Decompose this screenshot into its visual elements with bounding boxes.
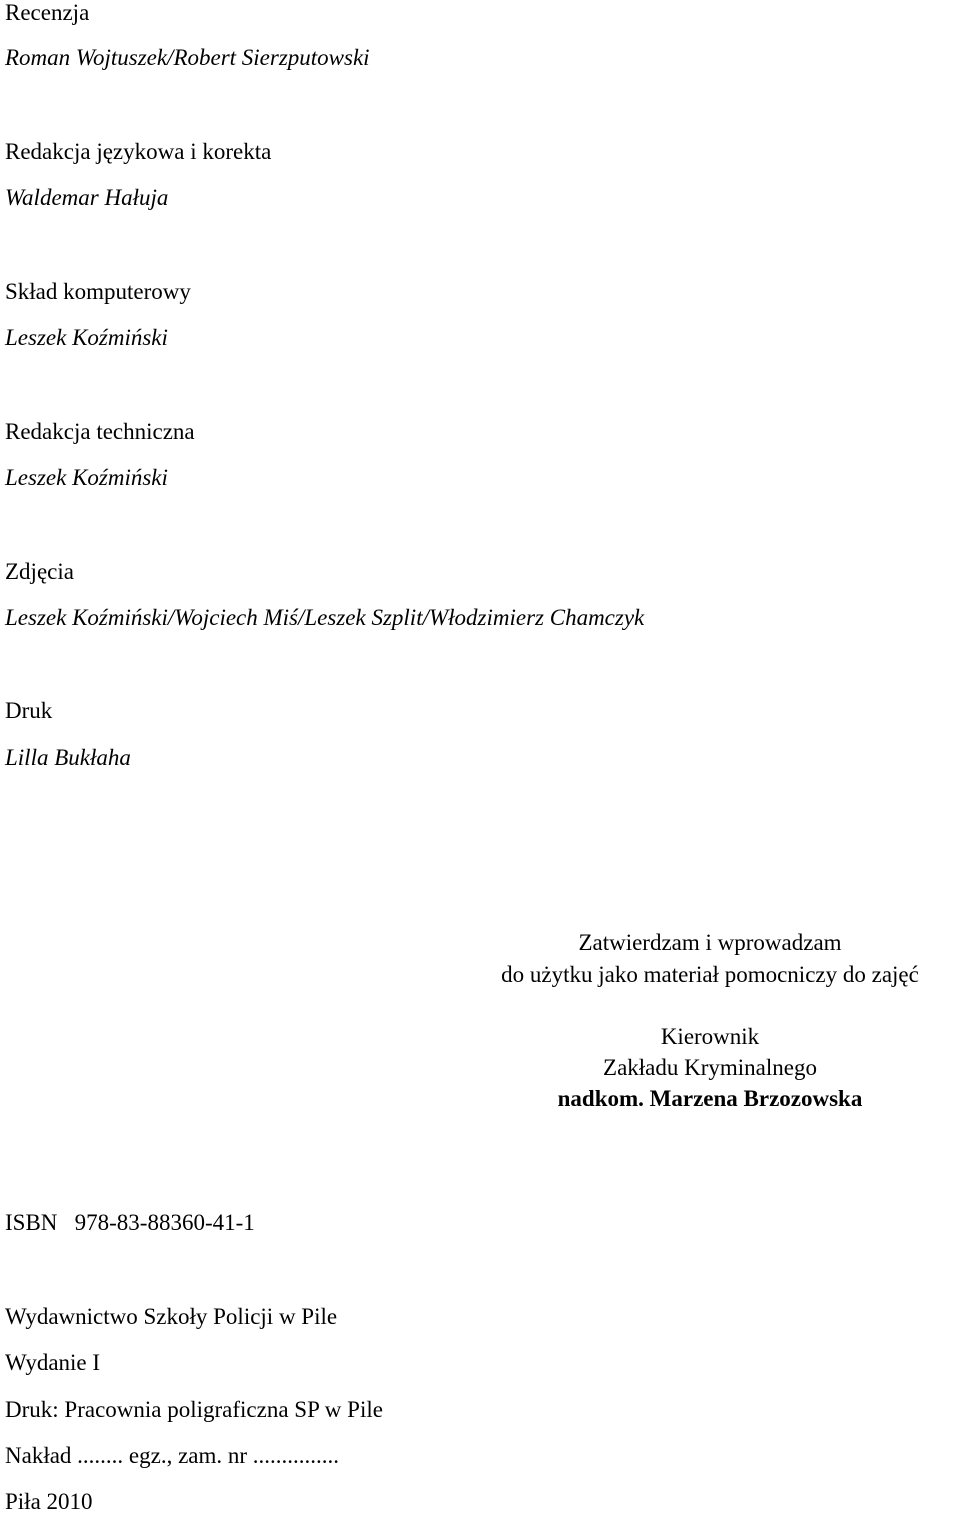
credit-role-language-editing: Redakcja językowa i korekta (5, 139, 272, 164)
imprint-printing: Druk: Pracownia poligraficzna SP w Pile (5, 1397, 383, 1422)
credit-names-typesetting: Leszek Koźmiński (5, 325, 168, 350)
credit-role-typesetting: Skład komputerowy (5, 279, 191, 304)
credit-role-review: Recenzja (5, 0, 90, 25)
imprint-run: Nakład ........ egz., zam. nr ............... (5, 1443, 340, 1468)
credit-names-review: Roman Wojtuszek/Robert Sierzputowski (5, 45, 370, 70)
imprint-place-year: Piła 2010 (5, 1489, 93, 1514)
imprint-edition: Wydanie I (5, 1350, 101, 1375)
credit-names-print: Lilla Bukłaha (5, 745, 131, 770)
credit-role-photos: Zdjęcia (5, 559, 74, 584)
credit-names-photos: Leszek Koźmiński/Wojciech Miś/Leszek Szplit/Włodzimierz Chamczyk (5, 605, 645, 630)
approval-title-2: Zakładu Kryminalnego (603, 1055, 817, 1080)
credit-names-language-editing: Waldemar Hałuja (5, 185, 169, 210)
isbn: ISBN 978-83-88360-41-1 (5, 1210, 255, 1235)
approval-title-1: Kierownik (660, 1024, 760, 1049)
imprint-publisher: Wydawnictwo Szkoły Policji w Pile (5, 1304, 338, 1329)
approval-line-1: Zatwierdzam i wprowadzam (578, 930, 842, 955)
approval-line-2: do użytku jako materiał pomocniczy do zajęć (501, 962, 919, 987)
approval-signatory: nadkom. Marzena Brzozowska (557, 1086, 863, 1111)
credit-names-technical-editing: Leszek Koźmiński (5, 465, 168, 490)
credit-role-print: Druk (5, 698, 53, 723)
credit-role-technical-editing: Redakcja techniczna (5, 419, 195, 444)
